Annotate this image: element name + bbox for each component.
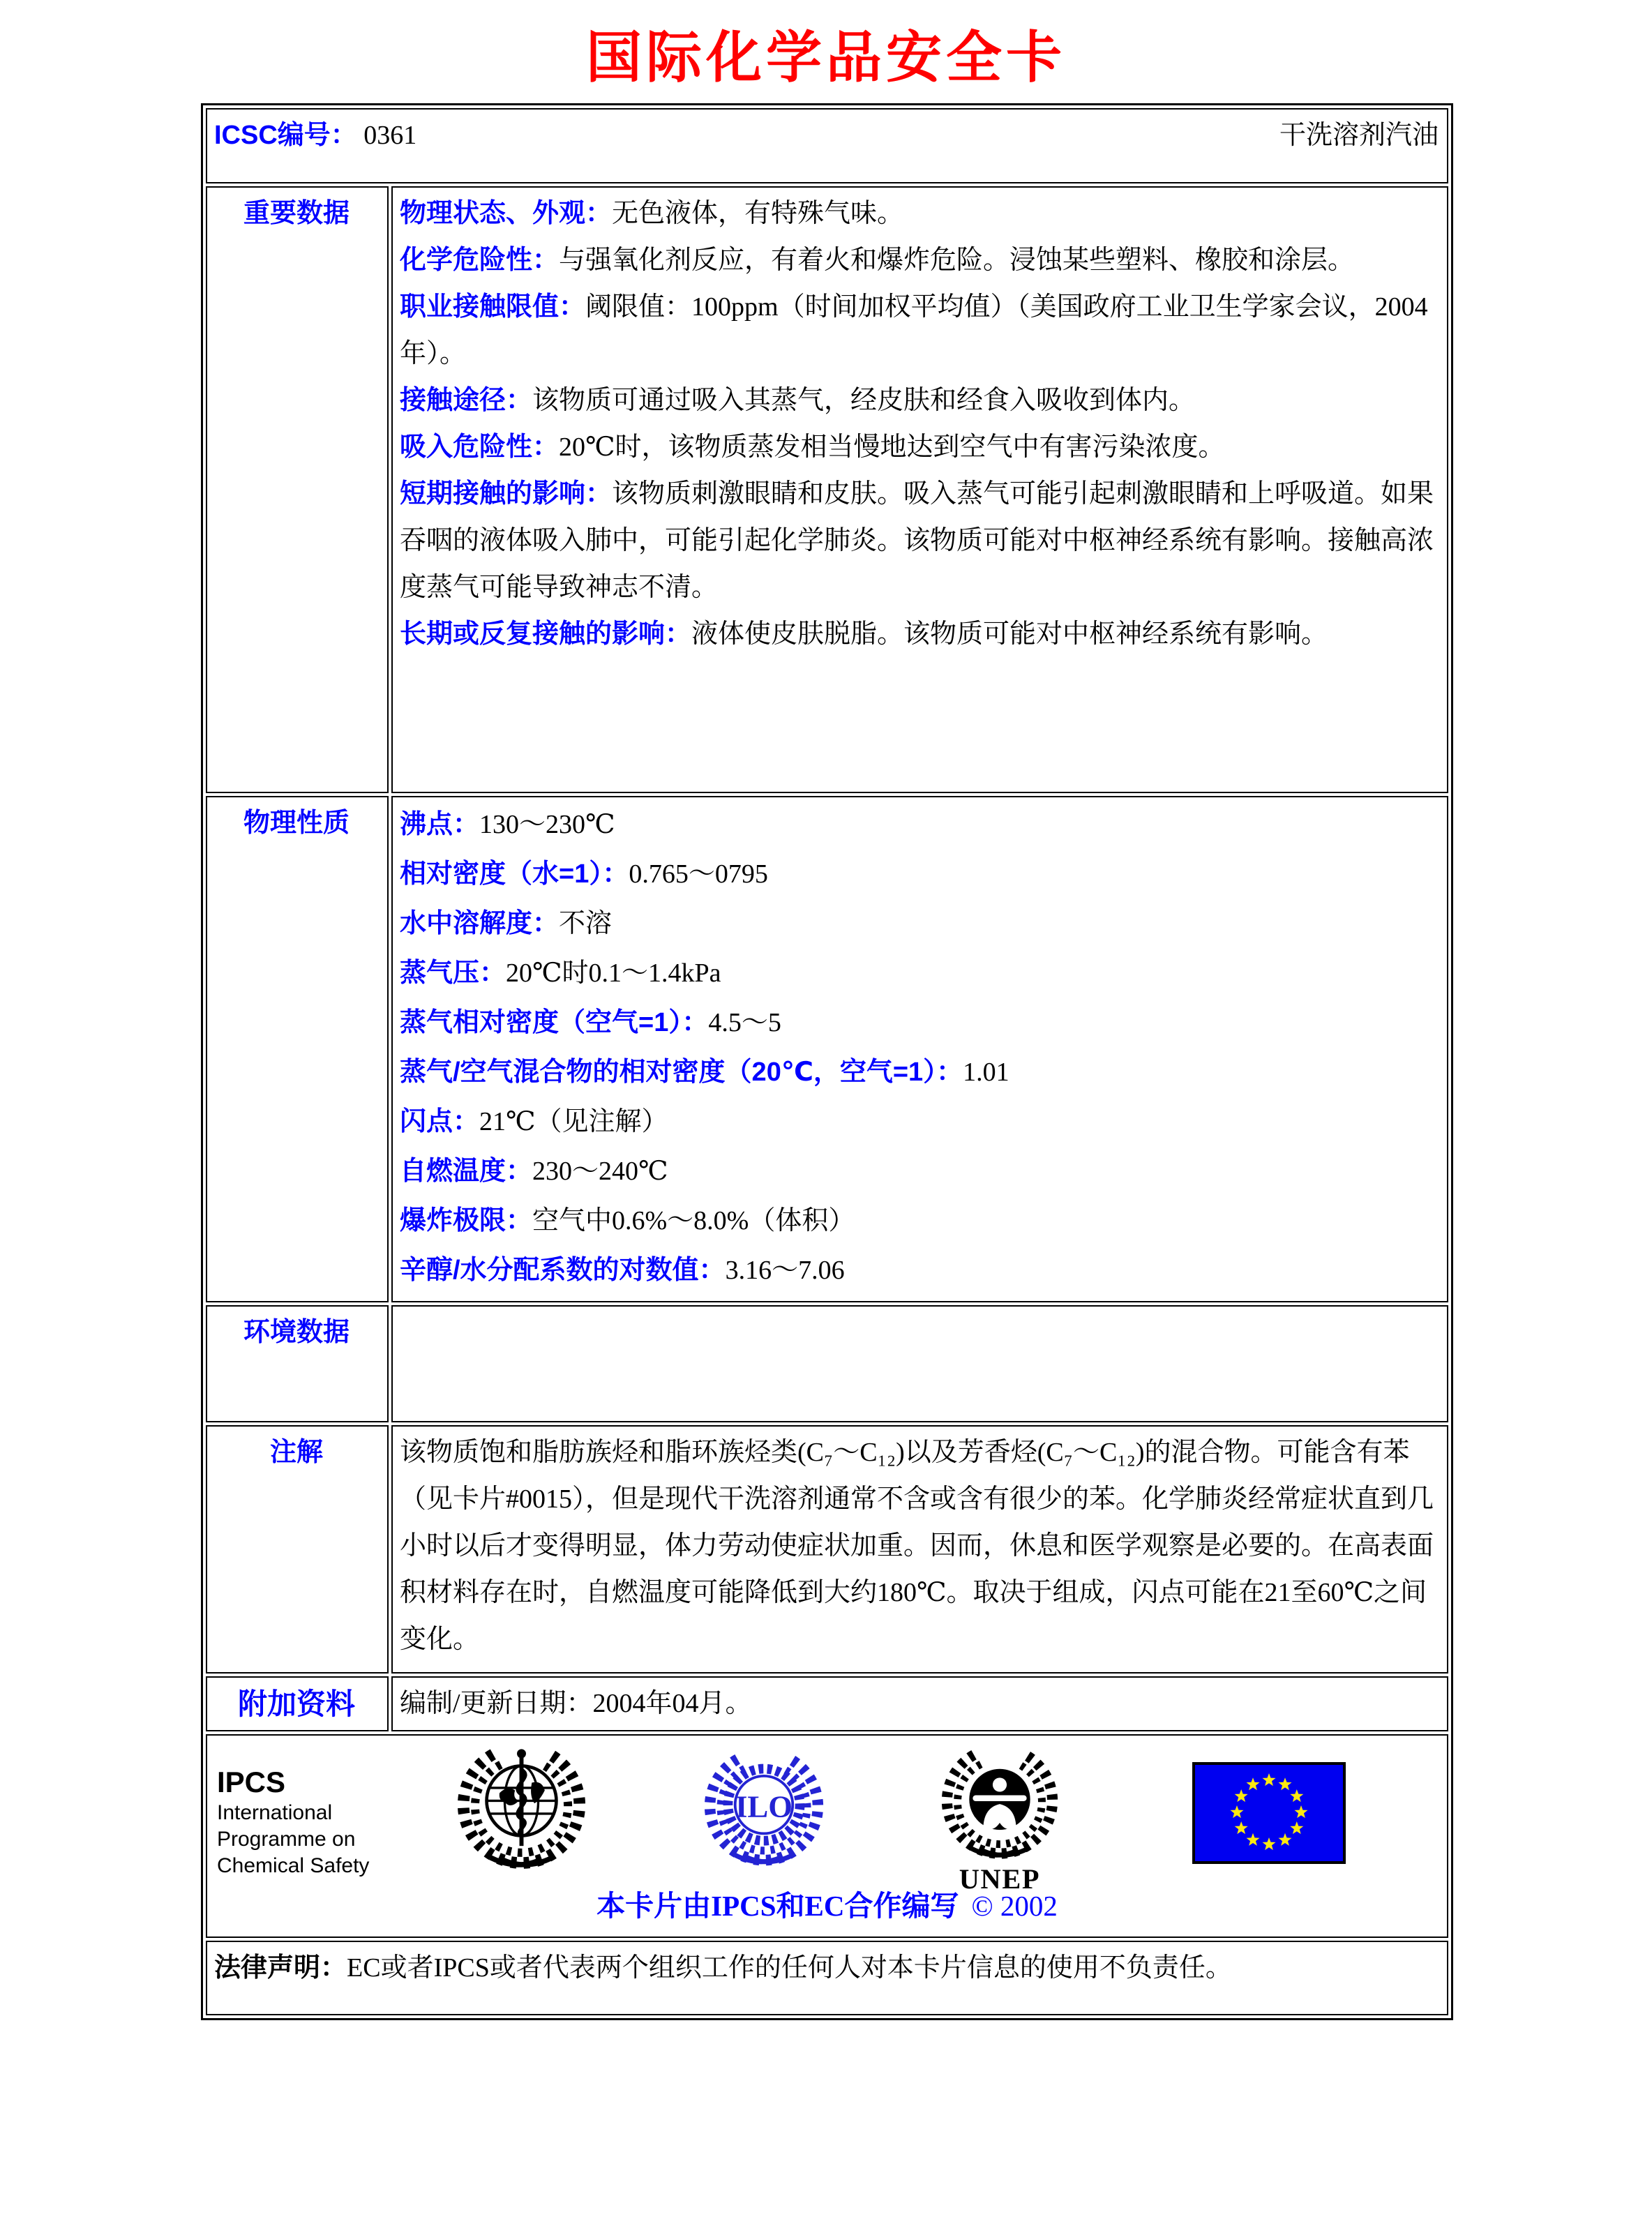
logos-row: [206, 1734, 1448, 1938]
physical-properties-row: [206, 796, 1448, 1302]
ilo-logo-icon: [704, 1750, 824, 1870]
legal-text: EC或者IPCS或者代表两个组织工作的任何人对本卡片信息的使用不负责任。: [347, 1953, 1232, 1983]
unep-logo-text: UNEP: [959, 1863, 1041, 1893]
physical-properties-content: [391, 796, 1448, 1302]
environment-data-row: [206, 1305, 1448, 1422]
property-line: 辛醇/水分配系数的对数值：3.16～7.06: [400, 1256, 845, 1285]
important-item: 接触途径：该物质可通过吸入其蒸气，经皮肤和经食入吸收到体内。: [400, 386, 1196, 415]
notes-content: 该物质饱和脂肪族烃和脂环族烃类(C₇～C₁₂)以及芳香烃(C₇～C₁₂)的混合物。可能含有苯（见卡片#0015），但是现代干洗溶剂通常不含或含有很少的苯。化学肺炎经常症状直到几小时以后才变得明显，体力劳动使症状加重。因而，休息和医学观察是必要的。在高表面积材料存在时，自燃温度可能降低到大约180℃。取决于组成，闪点可能在21至60℃之间变化。: [391, 1425, 1448, 1674]
who-logo-icon: [457, 1744, 586, 1873]
copyright-text: © 2002: [971, 1890, 1058, 1922]
property-line: 相对密度（水=1）：0.765～0795: [400, 859, 768, 889]
section-label-environment: 环境数据: [206, 1305, 389, 1422]
ipcs-line: Programme on: [217, 1828, 356, 1851]
ilo-logo-text: ILO: [735, 1789, 793, 1824]
important-data-content: [391, 186, 1448, 793]
legal-row: [206, 1941, 1448, 2015]
unep-logo-icon: [941, 1745, 1058, 1893]
legal-notice: [206, 1941, 1448, 2015]
logos-cell: [206, 1734, 1448, 1938]
ipcs-text-block: [217, 1765, 369, 1879]
important-item: 吸入危险性：20℃时，该物质蒸发相当慢地达到空气中有害污染浓度。: [400, 433, 1225, 462]
additional-info-row: [206, 1676, 1448, 1731]
icsc-number-value: 0361: [363, 121, 417, 150]
important-item: 物理状态、外观：无色液体，有特殊气味。: [400, 199, 904, 228]
important-data-row: [206, 186, 1448, 793]
legal-label: 法律声明：: [214, 1953, 347, 1983]
property-line: 闪点：21℃（见注解）: [400, 1107, 668, 1136]
icsc-number-label: ICSC编号：: [214, 121, 357, 150]
page-title: 国际化学品安全卡: [586, 28, 1066, 89]
ipcs-acronym: IPCS: [217, 1766, 286, 1798]
property-line: 沸点：130～230℃: [400, 810, 615, 839]
notes-row: [206, 1425, 1448, 1674]
important-item: 化学危险性：与强氧化剂反应，有着火和爆炸危险。浸蚀某些塑料、橡胶和涂层。: [400, 246, 1355, 275]
property-line: 水中溶解度：不溶: [400, 909, 613, 938]
environment-data-content: [391, 1305, 1448, 1422]
important-item: 短期接触的影响：该物质刺激眼睛和皮肤。吸入蒸气可能引起刺激眼睛和上呼吸道。如果吞咽的液体吸入肺中，可能引起化学肺炎。该物质可能对中枢神经系统有影响。接触高浓度蒸气可能导致神志不清。: [400, 479, 1434, 602]
additional-info-content: 编制/更新日期：2004年04月。: [391, 1676, 1448, 1731]
section-label-physical: 物理性质: [206, 796, 389, 1302]
caption-text: 本卡片由IPCS和EC合作编写: [596, 1890, 959, 1922]
cooperation-caption: [207, 1883, 1447, 1930]
property-line: 自燃温度：230～240℃: [400, 1157, 668, 1186]
chemical-name: 干洗溶剂汽油: [1279, 121, 1439, 150]
property-line: 蒸气相对密度（空气=1）：4.5～5: [400, 1008, 781, 1037]
important-item: 长期或反复接触的影响：液体使皮肤脱脂。该物质可能对中枢神经系统有影响。: [400, 619, 1328, 649]
important-item: 职业接触限值：阈限值：100ppm（时间加权平均值）（美国政府工业卫生学家会议，2004年）。: [400, 292, 1428, 368]
ipcs-line: Chemical Safety: [217, 1854, 370, 1877]
ipcs-line: International: [217, 1801, 333, 1824]
property-line: 蒸气/空气混合物的相对密度（20℃，空气=1）：1.01: [400, 1058, 1009, 1087]
section-label-important: 重要数据: [206, 186, 389, 793]
icsc-number-group: [214, 112, 416, 159]
icsc-card-table: [201, 103, 1453, 2020]
property-line: 蒸气压：20℃时0.1～1.4kPa: [400, 958, 721, 988]
eu-flag-icon: [1192, 1762, 1346, 1864]
section-label-notes: 注解: [206, 1425, 389, 1674]
property-line: 爆炸极限：空气中0.6%～8.0%（体积）: [400, 1206, 855, 1235]
section-label-additional: 附加资料: [206, 1676, 389, 1731]
header-row: [206, 108, 1448, 183]
